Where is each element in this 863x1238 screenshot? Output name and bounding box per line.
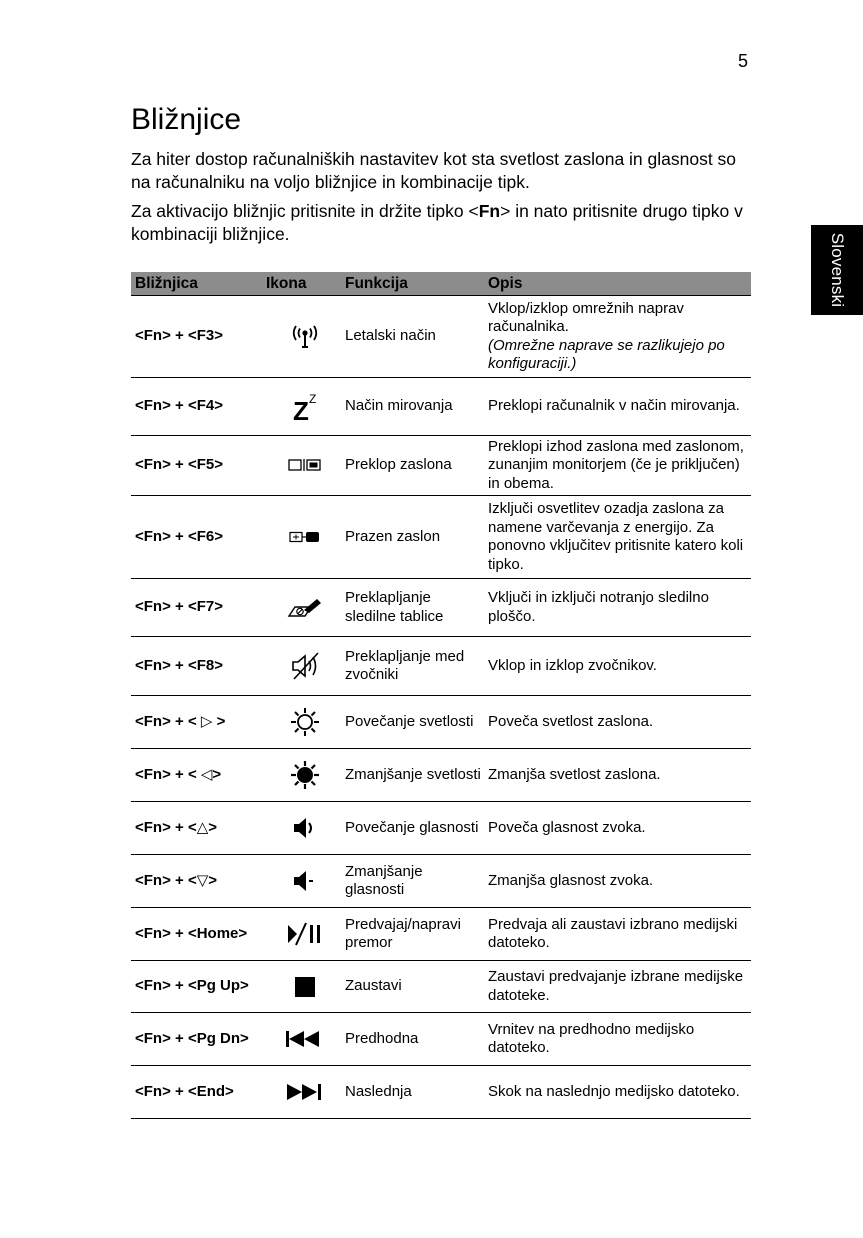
table-row [131, 908, 751, 961]
function-name: Preklapljanje sledilne tablice [341, 579, 484, 637]
function-name: Povečanje glasnosti [341, 802, 484, 855]
header-shortcut: Bližnjica [131, 272, 266, 296]
table-row [131, 749, 751, 802]
touchpad-toggle-icon [287, 596, 323, 620]
function-name: Zmanjšanje glasnosti [341, 855, 484, 908]
table-row [131, 961, 751, 1013]
display-off-icon [289, 530, 321, 544]
header-description: Opis [484, 272, 751, 296]
shortcut-key: <Fn> + < ◁> [131, 749, 266, 802]
description-text: Izključi osvetlitev ozadja zaslona za namene varčevanja z energijo. Za ponovno vključitev pritisnite katero koli tipko. [484, 496, 751, 579]
header-function: Funkcija [341, 272, 484, 296]
description-text: Poveča glasnost zvoka. [484, 802, 751, 855]
shortcuts-table [131, 272, 751, 1119]
description-text: Predvaja ali zaustavi izbrano medijski datoteko. [484, 908, 751, 961]
header-icon: Ikona [266, 272, 341, 296]
shortcut-key: <Fn> + <F5> [131, 436, 266, 496]
shortcut-key: <Fn> + <▽> [131, 855, 266, 908]
volume-up-icon [291, 814, 319, 842]
function-name: Povečanje svetlosti [341, 696, 484, 749]
shortcut-key: <Fn> + <F4> [131, 378, 266, 436]
table-row [131, 696, 751, 749]
table-row [131, 855, 751, 908]
function-name: Predvajaj/napravi premor [341, 908, 484, 961]
play-pause-icon [286, 921, 324, 947]
function-name: Prazen zaslon [341, 496, 484, 579]
shortcut-key: <Fn> + <△> [131, 802, 266, 855]
language-tab-label: Slovenski [828, 232, 847, 308]
brightness-up-icon [289, 706, 321, 738]
description-text: Vrnitev na predhodno medijsko datoteko. [484, 1013, 751, 1066]
description-text: Preklopi izhod zaslona med zaslonom, zunanjim monitorjem (če je priključen) in obema. [484, 436, 751, 496]
svg-text:Z: Z [292, 395, 309, 423]
table-row [131, 436, 751, 496]
brightness-down-icon [289, 759, 321, 791]
page-title: Bližnjice [131, 103, 242, 136]
function-name: Letalski način [341, 296, 484, 378]
table-row [131, 637, 751, 696]
description-text: Zmanjša svetlost zaslona. [484, 749, 751, 802]
shortcut-key: <Fn> + <Pg Up> [131, 961, 266, 1013]
function-name: Zmanjšanje svetlosti [341, 749, 484, 802]
display-switch-icon [288, 458, 322, 472]
shortcut-key: <Fn> + <F6> [131, 496, 266, 579]
description-text: Zmanjša glasnost zvoka. [484, 855, 751, 908]
intro-2-after: > in nato pritisnite drugo tipko v kombinaciji bližnjice. [131, 201, 743, 244]
table-row [131, 1013, 751, 1066]
table-row [131, 579, 751, 637]
description-text: Vklop/izklop omrežnih naprav računalnika. [488, 299, 684, 335]
shortcut-key: <Fn> + < ▷ > [131, 696, 266, 749]
description-text: Skok na naslednjo medijsko datoteko. [484, 1066, 751, 1119]
shortcut-key: <Fn> + <Pg Dn> [131, 1013, 266, 1066]
previous-icon [285, 1029, 325, 1049]
description-note: (Omrežne naprave se razlikujejo po konfiguraciji.) [488, 336, 725, 372]
function-name: Predhodna [341, 1013, 484, 1066]
shortcut-key: <Fn> + <Home> [131, 908, 266, 961]
table-row [131, 1066, 751, 1119]
function-name: Preklapljanje med zvočniki [341, 637, 484, 696]
wireless-icon [288, 324, 322, 350]
description-text: Preklopi računalnik v način mirovanja. [484, 378, 751, 436]
description-text: Zaustavi predvajanje izbrane medijske datoteke. [484, 961, 751, 1013]
table-row [131, 378, 751, 436]
description-text: Poveča svetlost zaslona. [484, 696, 751, 749]
svg-text:Z: Z [308, 391, 316, 406]
language-tab [811, 225, 863, 315]
shortcut-key: <Fn> + <End> [131, 1066, 266, 1119]
function-name: Preklop zaslona [341, 436, 484, 496]
sleep-icon [290, 391, 320, 423]
next-icon [285, 1082, 325, 1102]
function-name: Naslednja [341, 1066, 484, 1119]
intro-paragraph-1: Za hiter dostop računalniških nastavitev kot sta svetlost zaslona in glasnost so na računalniku na voljo bližnjice in kombinacije tipk. [131, 149, 737, 192]
table-row [131, 802, 751, 855]
description-text: Vključi in izključi notranjo sledilno ploščo. [484, 579, 751, 637]
intro-2-before: Za aktivacijo bližnjic pritisnite in držite tipko < [131, 201, 479, 221]
stop-icon [293, 975, 317, 999]
shortcut-key: <Fn> + <F3> [131, 296, 266, 378]
table-row [131, 296, 751, 378]
table-row [131, 496, 751, 579]
shortcut-key: <Fn> + <F8> [131, 637, 266, 696]
volume-down-icon [291, 867, 319, 895]
table-header-row [131, 272, 751, 296]
intro-2-key: Fn [478, 201, 501, 221]
shortcut-key: <Fn> + <F7> [131, 579, 266, 637]
speaker-mute-icon [288, 650, 322, 682]
intro-paragraph-2 [131, 200, 756, 246]
page-number: 5 [738, 51, 749, 71]
description-text: Vklop in izklop zvočnikov. [484, 637, 751, 696]
function-name: Način mirovanja [341, 378, 484, 436]
function-name: Zaustavi [341, 961, 484, 1013]
